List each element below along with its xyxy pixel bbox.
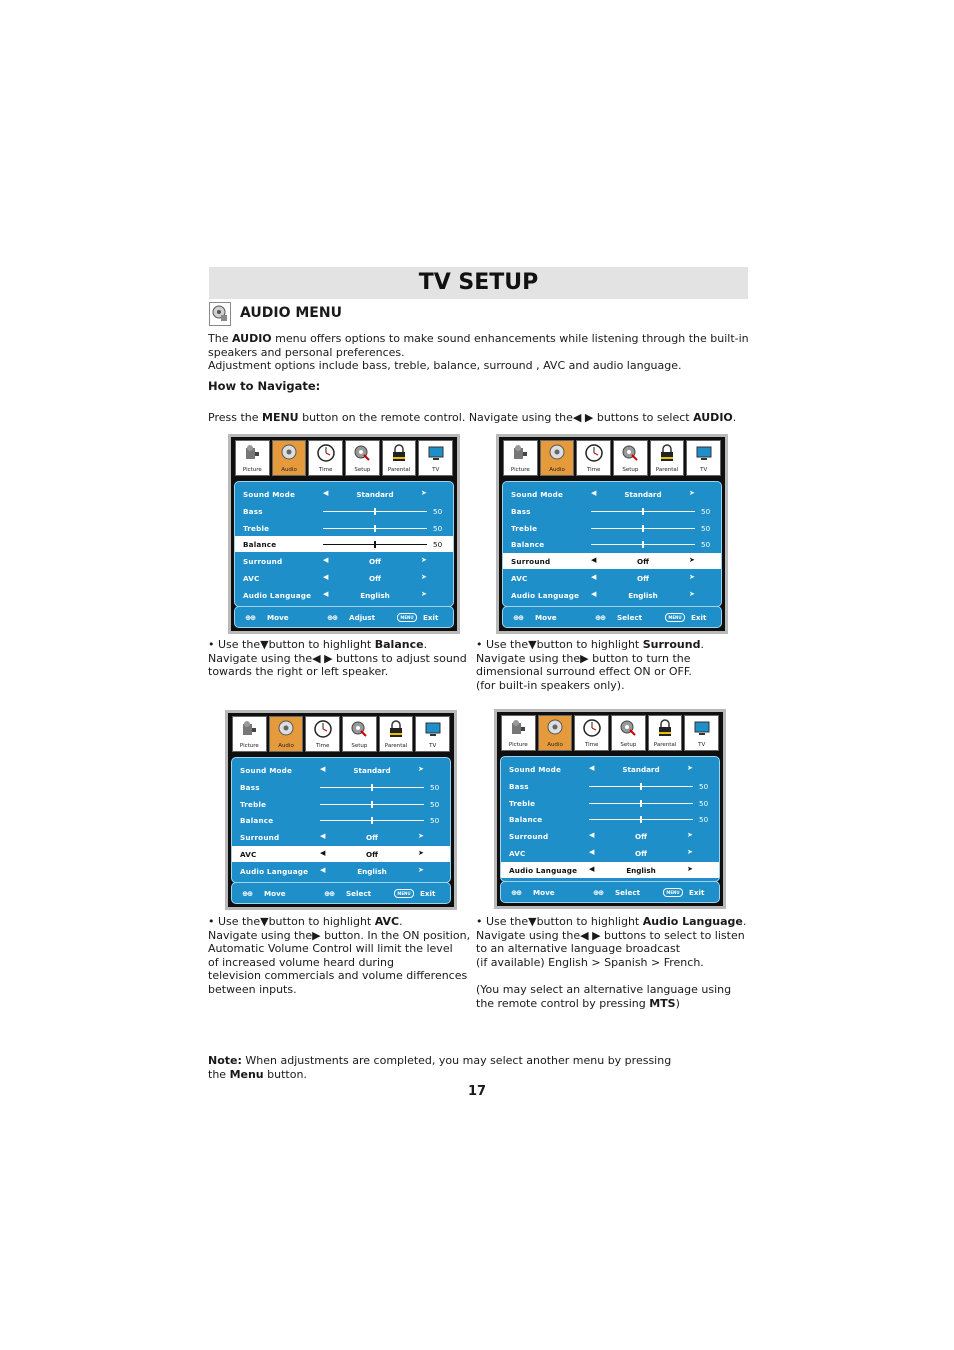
clock-icon xyxy=(317,444,335,462)
right-arrow-icon[interactable]: ➤ xyxy=(689,556,695,565)
page-title: TV SETUP xyxy=(209,267,748,299)
right-arrow-icon[interactable]: ➤ xyxy=(421,589,427,598)
tab-parental[interactable]: Parental xyxy=(648,715,683,751)
menu-footer: ⊕⊕ Move ⊕⊕ Select MENU Exit xyxy=(500,881,720,903)
audio-icon xyxy=(546,719,564,737)
slider-knob[interactable] xyxy=(640,783,642,790)
gear-icon xyxy=(619,719,637,737)
row-balance[interactable]: Balance 50 xyxy=(509,815,709,825)
lock-icon xyxy=(656,719,674,737)
clock-icon xyxy=(314,720,332,738)
row-audio-language[interactable]: Audio Language ◀ English ➤ xyxy=(243,589,427,600)
tab-setup[interactable]: Setup xyxy=(342,716,377,752)
row-avc[interactable]: AVC ◀ Off ➤ xyxy=(509,848,693,858)
tab-audio[interactable]: Audio xyxy=(269,716,304,752)
slider-knob[interactable] xyxy=(371,801,373,808)
tv-audio-menu-surround xyxy=(496,434,728,634)
exit-label[interactable]: Exit xyxy=(689,888,705,897)
tab-picture[interactable]: Picture xyxy=(232,716,267,752)
row-surround[interactable]: Surround ◀ Off ➤ xyxy=(503,553,721,569)
row-treble[interactable]: Treble 50 xyxy=(509,798,709,808)
left-arrow-icon[interactable]: ◀ xyxy=(591,589,597,598)
slider-knob[interactable] xyxy=(640,816,642,823)
row-bass[interactable]: Bass 50 xyxy=(511,506,711,516)
right-arrow-icon[interactable]: ➤ xyxy=(421,573,427,581)
tab-picture[interactable]: Picture xyxy=(503,440,538,476)
tab-audio[interactable]: Audio xyxy=(272,440,307,476)
left-arrow-icon[interactable]: ◀ xyxy=(589,764,595,772)
right-arrow-icon[interactable]: ➤ xyxy=(687,831,693,840)
caption-surround: • Use the▼button to highlight Surround. Navigate using the▶ button to turn the dimensional surround effect ON or OFF. (for built-in speakers only). xyxy=(476,638,704,692)
camera-icon xyxy=(243,444,261,462)
right-arrow-icon[interactable]: ➤ xyxy=(418,865,424,874)
up-down-icon: ⊕⊕ xyxy=(511,888,522,897)
audio-icon xyxy=(548,444,566,462)
row-avc[interactable]: AVC ◀ Off ➤ xyxy=(232,846,450,862)
menu-button[interactable]: MENU xyxy=(663,888,683,897)
audio-settings-panel xyxy=(234,481,454,607)
tab-parental[interactable]: Parental xyxy=(382,440,417,476)
left-right-icon: ⊕⊕ xyxy=(595,613,606,622)
menu-footer: ⊕⊕ Move ⊕⊕ Select MENU Exit xyxy=(502,606,722,628)
lock-icon xyxy=(658,444,676,462)
slider-knob[interactable] xyxy=(642,541,644,548)
menu-tabs xyxy=(503,440,721,476)
up-down-icon: ⊕⊕ xyxy=(513,613,524,622)
audio-icon xyxy=(277,720,295,738)
left-right-icon: ⊕⊕ xyxy=(327,613,338,622)
row-audio-language[interactable]: Audio Language ◀ English ➤ xyxy=(501,862,719,878)
slider-knob[interactable] xyxy=(642,525,644,532)
slider-knob[interactable] xyxy=(371,784,373,791)
left-arrow-icon[interactable]: ◀ xyxy=(589,848,595,856)
row-sound-mode[interactable]: Sound Mode ◀ Standard ➤ xyxy=(240,765,424,775)
left-arrow-icon[interactable]: ◀ xyxy=(591,573,597,581)
how-to-navigate-heading: How to Navigate: xyxy=(208,379,321,393)
left-arrow-icon[interactable]: ◀ xyxy=(591,489,597,497)
menu-tabs xyxy=(232,716,450,752)
row-balance[interactable]: Balance 50 xyxy=(240,816,440,826)
up-down-icon: ⊕⊕ xyxy=(245,613,256,622)
left-arrow-icon[interactable]: ◀ xyxy=(320,765,326,773)
row-bass[interactable]: Bass 50 xyxy=(240,782,440,792)
row-avc[interactable]: AVC ◀ Off ➤ xyxy=(511,573,695,583)
tab-audio[interactable]: Audio xyxy=(540,440,575,476)
left-arrow-icon[interactable]: ◀ xyxy=(591,556,597,565)
right-arrow-icon[interactable]: ➤ xyxy=(687,864,693,873)
row-treble[interactable]: Treble 50 xyxy=(243,523,443,533)
caption-avc: • Use the▼button to highlight AVC. Navigate using the▶ button. In the ON position, Automatic Volume Control will limit the level of increased volume heard during television commercials and volume differences between inputs. xyxy=(208,915,471,996)
up-down-icon: ⊕⊕ xyxy=(242,889,253,898)
tv-audio-menu-avc xyxy=(225,710,457,910)
left-right-icon: ⊕⊕ xyxy=(324,889,335,898)
tv-audio-menu-balance xyxy=(228,434,460,634)
tab-time[interactable]: Time xyxy=(305,716,340,752)
clock-icon xyxy=(583,719,601,737)
caption-audio-language: • Use the▼button to highlight Audio Language. Navigate using the◀ ▶ buttons to select to listen to an alternative language broadcast (if available) English > Spanish > French. (You may select an alternative language using the remote control by pressing MTS) xyxy=(476,915,747,1010)
tv-icon xyxy=(693,719,711,737)
tv-icon xyxy=(427,444,445,462)
left-arrow-icon[interactable]: ◀ xyxy=(323,489,329,497)
tab-parental[interactable]: Parental xyxy=(650,440,685,476)
slider-knob[interactable] xyxy=(374,508,376,515)
menu-footer: ⊕⊕ Move ⊕⊕ Adjust MENU Exit xyxy=(234,606,454,628)
right-arrow-icon[interactable]: ➤ xyxy=(418,765,424,773)
row-surround[interactable]: Surround ◀ Off ➤ xyxy=(509,831,693,842)
menu-button[interactable]: MENU xyxy=(394,889,414,898)
camera-icon xyxy=(511,444,529,462)
right-arrow-icon[interactable]: ➤ xyxy=(689,573,695,581)
right-arrow-icon[interactable]: ➤ xyxy=(687,848,693,856)
tab-tv[interactable]: TV xyxy=(686,440,721,476)
tab-tv[interactable]: TV xyxy=(684,715,719,751)
tv-icon xyxy=(695,444,713,462)
row-treble[interactable]: Treble 50 xyxy=(240,799,440,809)
tab-picture[interactable]: Picture xyxy=(501,715,536,751)
tab-time[interactable]: Time xyxy=(308,440,343,476)
intro-text: The AUDIO menu offers options to make sound enhancements while listening through the built-in speakers and personal preferences. Adjustment options include bass, treble, balance, surround , AVC and audio language. xyxy=(208,332,749,373)
right-arrow-icon[interactable]: ➤ xyxy=(689,489,695,497)
left-arrow-icon[interactable]: ◀ xyxy=(323,573,329,581)
tab-setup[interactable]: Setup xyxy=(345,440,380,476)
gear-icon xyxy=(353,444,371,462)
right-arrow-icon[interactable]: ➤ xyxy=(687,764,693,772)
row-avc[interactable]: AVC ◀ Off ➤ xyxy=(243,573,427,583)
lock-icon xyxy=(390,444,408,462)
row-audio-language[interactable]: Audio Language ◀ English ➤ xyxy=(511,589,695,600)
audio-settings-panel xyxy=(231,757,451,883)
tab-setup[interactable]: Setup xyxy=(613,440,648,476)
camera-icon xyxy=(509,719,527,737)
row-surround[interactable]: Surround ◀ Off ➤ xyxy=(240,832,424,843)
tab-tv[interactable]: TV xyxy=(418,440,453,476)
row-audio-language[interactable]: Audio Language ◀ English ➤ xyxy=(240,865,424,876)
exit-label[interactable]: Exit xyxy=(423,613,439,622)
section-title: AUDIO MENU xyxy=(240,305,342,321)
tab-audio[interactable]: Audio xyxy=(538,715,573,751)
left-arrow-icon[interactable]: ◀ xyxy=(323,556,329,565)
right-arrow-icon[interactable]: ➤ xyxy=(421,489,427,497)
row-bass[interactable]: Bass 50 xyxy=(243,506,443,516)
press-menu-text: Press the MENU button on the remote control. Navigate using the◀ ▶ buttons to select AUDIO. xyxy=(208,411,737,424)
row-sound-mode[interactable]: Sound Mode ◀ Standard ➤ xyxy=(243,489,427,499)
clock-icon xyxy=(585,444,603,462)
audio-settings-panel xyxy=(500,756,720,882)
tv-audio-menu-audio-language xyxy=(494,709,726,909)
gear-icon xyxy=(621,444,639,462)
menu-tabs xyxy=(501,715,719,751)
slider-knob[interactable] xyxy=(374,525,376,532)
left-arrow-icon[interactable]: ◀ xyxy=(323,589,329,598)
note-text: Note: When adjustments are completed, you may select another menu by pressing the Menu button. xyxy=(208,1054,672,1081)
row-sound-mode[interactable]: Sound Mode ◀ Standard ➤ xyxy=(509,764,693,774)
row-sound-mode[interactable]: Sound Mode ◀ Standard ➤ xyxy=(511,489,695,499)
slider-knob[interactable] xyxy=(642,508,644,515)
tab-picture[interactable]: Picture xyxy=(235,440,270,476)
right-arrow-icon[interactable]: ➤ xyxy=(418,849,424,857)
menu-tabs xyxy=(235,440,453,476)
gear-icon xyxy=(350,720,368,738)
slider-knob[interactable] xyxy=(640,800,642,807)
menu-button[interactable]: MENU xyxy=(397,613,417,622)
audio-icon xyxy=(280,444,298,462)
left-right-icon: ⊕⊕ xyxy=(593,888,604,897)
tab-setup[interactable]: Setup xyxy=(611,715,646,751)
left-arrow-icon[interactable]: ◀ xyxy=(320,832,326,841)
exit-label[interactable]: Exit xyxy=(691,613,707,622)
tab-parental[interactable]: Parental xyxy=(379,716,414,752)
left-arrow-icon[interactable]: ◀ xyxy=(589,831,595,840)
tab-tv[interactable]: TV xyxy=(415,716,450,752)
menu-footer: ⊕⊕ Move ⊕⊕ Select MENU Exit xyxy=(231,882,451,904)
left-arrow-icon[interactable]: ◀ xyxy=(320,865,326,874)
row-treble[interactable]: Treble 50 xyxy=(511,523,711,533)
row-bass[interactable]: Bass 50 xyxy=(509,781,709,791)
tab-time[interactable]: Time xyxy=(574,715,609,751)
tab-time[interactable]: Time xyxy=(576,440,611,476)
caption-balance: • Use the▼button to highlight Balance. Navigate using the◀ ▶ buttons to adjust sound towards the right or left speaker. xyxy=(208,638,467,679)
right-arrow-icon[interactable]: ➤ xyxy=(689,589,695,598)
left-arrow-icon[interactable]: ◀ xyxy=(589,864,595,873)
page-number: 17 xyxy=(467,1084,487,1099)
audio-icon xyxy=(209,302,231,326)
right-arrow-icon[interactable]: ➤ xyxy=(418,832,424,841)
tv-icon xyxy=(424,720,442,738)
exit-label[interactable]: Exit xyxy=(420,889,436,898)
menu-button[interactable]: MENU xyxy=(665,613,685,622)
right-arrow-icon[interactable]: ➤ xyxy=(421,556,427,565)
slider-knob[interactable] xyxy=(374,541,376,548)
audio-settings-panel xyxy=(502,481,722,607)
lock-icon xyxy=(387,720,405,738)
row-balance[interactable]: Balance 50 xyxy=(511,540,711,550)
row-surround[interactable]: Surround ◀ Off ➤ xyxy=(243,556,427,567)
slider-knob[interactable] xyxy=(371,817,373,824)
left-arrow-icon[interactable]: ◀ xyxy=(320,849,326,857)
camera-icon xyxy=(240,720,258,738)
row-balance[interactable]: Balance 50 xyxy=(235,536,453,552)
